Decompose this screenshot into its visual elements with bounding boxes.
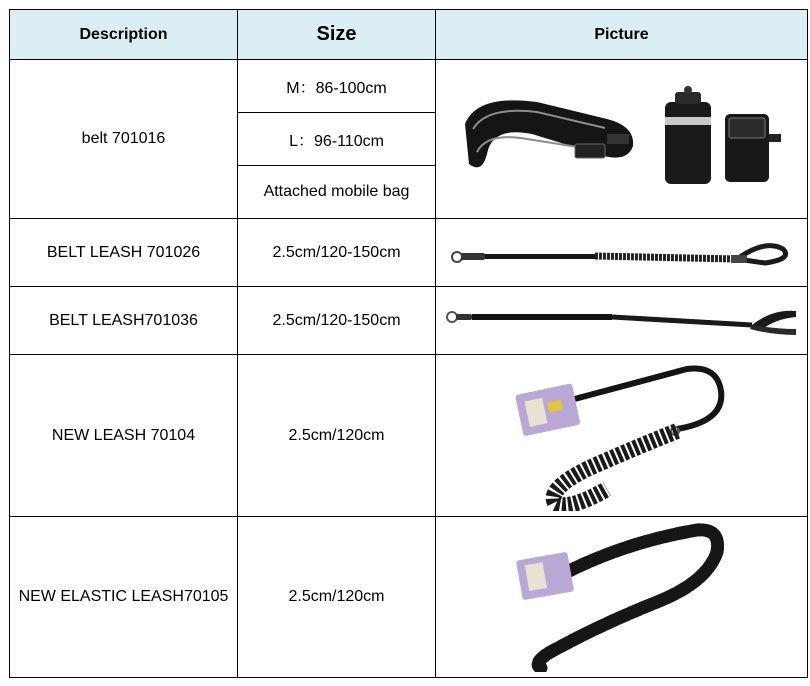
size-cell: L：96-110cm — [238, 113, 436, 166]
table-row — [10, 60, 808, 113]
header-row — [10, 10, 808, 60]
description-cell: belt 701016 — [10, 60, 238, 219]
table-row — [10, 355, 808, 517]
header-picture: Picture — [436, 10, 808, 60]
picture-cell — [436, 287, 808, 355]
size-cell: 2.5cm/120cm — [238, 517, 436, 678]
belt-with-bags-icon — [457, 84, 787, 194]
header-size: Size — [238, 10, 436, 60]
size-cell: 2.5cm/120cm — [238, 355, 436, 517]
picture-cell — [436, 219, 808, 287]
belt-leash-icon — [447, 233, 797, 273]
product-spec-table — [9, 9, 808, 678]
size-cell: Attached mobile bag — [238, 166, 436, 219]
picture-cell — [436, 517, 808, 678]
size-cell: 2.5cm/120-150cm — [238, 287, 436, 355]
size-cell: 2.5cm/120-150cm — [238, 219, 436, 287]
coiled-leash-icon — [507, 361, 737, 511]
description-cell: NEW LEASH 70104 — [10, 355, 238, 517]
picture-cell — [436, 60, 808, 219]
picture-cell — [436, 355, 808, 517]
belt-leash-handle-icon — [442, 301, 802, 341]
elastic-leash-icon — [507, 522, 737, 672]
header-description: Description — [10, 10, 238, 60]
table-row — [10, 287, 808, 355]
table-row — [10, 219, 808, 287]
description-cell: BELT LEASH701036 — [10, 287, 238, 355]
size-cell: M：86-100cm — [238, 60, 436, 113]
table-row — [10, 517, 808, 678]
description-cell: NEW ELASTIC LEASH70105 — [10, 517, 238, 678]
description-cell: BELT LEASH 701026 — [10, 219, 238, 287]
